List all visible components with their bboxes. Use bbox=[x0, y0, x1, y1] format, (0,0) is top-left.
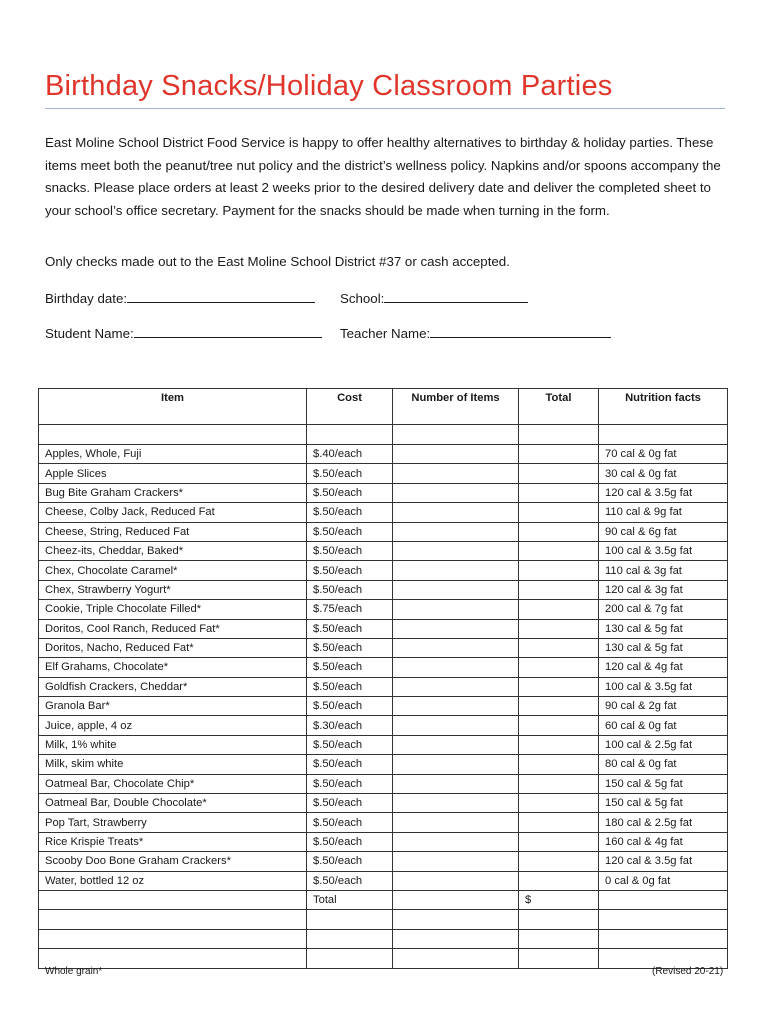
table-row bbox=[39, 697, 728, 716]
table-row bbox=[39, 677, 728, 696]
item-name: Juice, apple, 4 oz bbox=[39, 716, 307, 735]
item-nutrition: 60 cal & 0g fat bbox=[599, 716, 728, 735]
table-row bbox=[39, 580, 728, 599]
blank-row bbox=[39, 949, 728, 968]
teacher-name-label: Teacher Name: bbox=[340, 326, 431, 341]
table-row bbox=[39, 716, 728, 735]
item-name: Goldfish Crackers, Cheddar* bbox=[39, 677, 307, 696]
item-cost: $.50/each bbox=[307, 464, 393, 483]
table-row bbox=[39, 638, 728, 657]
birthday-date-label: Birthday date: bbox=[45, 291, 128, 306]
student-name-label: Student Name: bbox=[45, 326, 134, 341]
item-cost: $.50/each bbox=[307, 561, 393, 580]
item-total-cell[interactable] bbox=[519, 852, 599, 871]
item-nutrition: 130 cal & 5g fat bbox=[599, 638, 728, 657]
number-of-items-cell[interactable] bbox=[393, 600, 519, 619]
item-cost: $.75/each bbox=[307, 600, 393, 619]
item-name: Apples, Whole, Fuji bbox=[39, 445, 307, 464]
item-nutrition: 30 cal & 0g fat bbox=[599, 464, 728, 483]
number-of-items-cell[interactable] bbox=[393, 832, 519, 851]
school-field bbox=[340, 289, 528, 306]
item-cost: $.50/each bbox=[307, 871, 393, 890]
item-name: Pop Tart, Strawberry bbox=[39, 813, 307, 832]
item-name: Milk, 1% white bbox=[39, 735, 307, 754]
snack-order-table bbox=[38, 388, 728, 969]
table-row bbox=[39, 852, 728, 871]
item-nutrition: 130 cal & 5g fat bbox=[599, 619, 728, 638]
item-name: Cheese, Colby Jack, Reduced Fat bbox=[39, 503, 307, 522]
item-total-cell[interactable] bbox=[519, 445, 599, 464]
whole-grain-note: Whole grain* bbox=[45, 966, 103, 977]
number-of-items-cell[interactable] bbox=[393, 716, 519, 735]
item-nutrition: 150 cal & 5g fat bbox=[599, 774, 728, 793]
item-cost: $.30/each bbox=[307, 716, 393, 735]
item-nutrition: 70 cal & 0g fat bbox=[599, 445, 728, 464]
item-cost: $.50/each bbox=[307, 832, 393, 851]
item-name: Rice Krispie Treats* bbox=[39, 832, 307, 851]
blank-row bbox=[39, 910, 728, 929]
item-nutrition: 110 cal & 3g fat bbox=[599, 561, 728, 580]
table-row bbox=[39, 561, 728, 580]
item-cost: $.50/each bbox=[307, 677, 393, 696]
item-name: Oatmeal Bar, Chocolate Chip* bbox=[39, 774, 307, 793]
item-name: Oatmeal Bar, Double Chocolate* bbox=[39, 794, 307, 813]
number-of-items-cell[interactable] bbox=[393, 658, 519, 677]
item-cost: $.50/each bbox=[307, 483, 393, 502]
school-label: School: bbox=[340, 291, 385, 306]
item-nutrition: 110 cal & 9g fat bbox=[599, 503, 728, 522]
item-nutrition: 80 cal & 0g fat bbox=[599, 755, 728, 774]
item-total-cell[interactable] bbox=[519, 716, 599, 735]
total-value-cell[interactable]: $ bbox=[519, 890, 599, 909]
number-of-items-cell[interactable] bbox=[393, 697, 519, 716]
title-underline bbox=[45, 108, 725, 109]
item-nutrition: 120 cal & 3.5g fat bbox=[599, 852, 728, 871]
header-cost: Cost bbox=[307, 389, 393, 425]
item-cost: $.50/each bbox=[307, 541, 393, 560]
item-total-cell[interactable] bbox=[519, 677, 599, 696]
total-label: Total bbox=[307, 890, 393, 909]
item-name: Cheez-its, Cheddar, Baked* bbox=[39, 541, 307, 560]
item-cost: $.50/each bbox=[307, 522, 393, 541]
item-name: Milk, skim white bbox=[39, 755, 307, 774]
item-name: Doritos, Nacho, Reduced Fat* bbox=[39, 638, 307, 657]
item-cost: $.50/each bbox=[307, 774, 393, 793]
number-of-items-cell[interactable] bbox=[393, 852, 519, 871]
intro-paragraph: East Moline School District Food Service is happy to offer healthy alternatives to birthday & holiday parties. These items meet both the peanut/tree nut policy and the district’s wellness policy. Napkins and/or spoons accompany the snacks. Please place orders at least 2 weeks prior to the desired delivery date and deliver the completed sheet to your school’s office secretary. Payment for the snacks should be made when turning in the form. bbox=[45, 135, 721, 218]
item-cost: $.50/each bbox=[307, 658, 393, 677]
item-nutrition: 120 cal & 4g fat bbox=[599, 658, 728, 677]
table-row bbox=[39, 483, 728, 502]
table-row bbox=[39, 813, 728, 832]
item-cost: $.50/each bbox=[307, 503, 393, 522]
number-of-items-cell[interactable] bbox=[393, 580, 519, 599]
item-total-cell[interactable] bbox=[519, 794, 599, 813]
number-of-items-cell[interactable] bbox=[393, 483, 519, 502]
item-total-cell[interactable] bbox=[519, 600, 599, 619]
item-total-cell[interactable] bbox=[519, 774, 599, 793]
blank-row bbox=[39, 929, 728, 948]
item-total-cell[interactable] bbox=[519, 541, 599, 560]
total-row bbox=[39, 890, 728, 909]
birthday-date-field bbox=[45, 289, 315, 306]
item-total-cell[interactable] bbox=[519, 813, 599, 832]
number-of-items-cell[interactable] bbox=[393, 619, 519, 638]
item-cost: $.50/each bbox=[307, 580, 393, 599]
header-nutrition-facts: Nutrition facts bbox=[599, 389, 728, 425]
header-total: Total bbox=[519, 389, 599, 425]
item-total-cell[interactable] bbox=[519, 619, 599, 638]
item-name: Doritos, Cool Ranch, Reduced Fat* bbox=[39, 619, 307, 638]
number-of-items-cell[interactable] bbox=[393, 813, 519, 832]
item-total-cell[interactable] bbox=[519, 503, 599, 522]
item-total-cell[interactable] bbox=[519, 561, 599, 580]
student-name-field bbox=[45, 324, 322, 341]
item-cost: $.50/each bbox=[307, 697, 393, 716]
number-of-items-cell[interactable] bbox=[393, 541, 519, 560]
payment-note: Only checks made out to the East Moline School District #37 or cash accepted. bbox=[45, 254, 510, 269]
item-name: Bug Bite Graham Crackers* bbox=[39, 483, 307, 502]
table-row bbox=[39, 794, 728, 813]
item-total-cell[interactable] bbox=[519, 483, 599, 502]
item-total-cell[interactable] bbox=[519, 522, 599, 541]
item-cost: $.50/each bbox=[307, 794, 393, 813]
table-row bbox=[39, 600, 728, 619]
item-cost: $.50/each bbox=[307, 852, 393, 871]
item-total-cell[interactable] bbox=[519, 735, 599, 754]
item-name: Cheese, String, Reduced Fat bbox=[39, 522, 307, 541]
item-cost: $.50/each bbox=[307, 638, 393, 657]
teacher-name-blank[interactable] bbox=[430, 324, 611, 338]
table-row bbox=[39, 541, 728, 560]
header-number-of-items: Number of Items bbox=[393, 389, 519, 425]
item-name: Water, bottled 12 oz bbox=[39, 871, 307, 890]
item-nutrition: 100 cal & 3.5g fat bbox=[599, 677, 728, 696]
item-total-cell[interactable] bbox=[519, 832, 599, 851]
item-rows bbox=[39, 445, 728, 891]
student-name-blank[interactable] bbox=[134, 324, 322, 338]
item-nutrition: 150 cal & 5g fat bbox=[599, 794, 728, 813]
table-header-row bbox=[39, 389, 728, 425]
item-total-cell[interactable] bbox=[519, 697, 599, 716]
item-nutrition: 90 cal & 2g fat bbox=[599, 697, 728, 716]
item-name: Elf Grahams, Chocolate* bbox=[39, 658, 307, 677]
page-title: Birthday Snacks/Holiday Classroom Parties bbox=[45, 70, 613, 102]
item-cost: $.50/each bbox=[307, 813, 393, 832]
number-of-items-cell[interactable] bbox=[393, 464, 519, 483]
table-row bbox=[39, 464, 728, 483]
item-cost: $.50/each bbox=[307, 735, 393, 754]
item-name: Scooby Doo Bone Graham Crackers* bbox=[39, 852, 307, 871]
item-nutrition: 200 cal & 7g fat bbox=[599, 600, 728, 619]
table-row bbox=[39, 503, 728, 522]
item-name: Chex, Strawberry Yogurt* bbox=[39, 580, 307, 599]
table-row bbox=[39, 755, 728, 774]
number-of-items-cell[interactable] bbox=[393, 735, 519, 754]
item-total-cell[interactable] bbox=[519, 755, 599, 774]
table-row bbox=[39, 522, 728, 541]
item-nutrition: 180 cal & 2.5g fat bbox=[599, 813, 728, 832]
item-name: Cookie, Triple Chocolate Filled* bbox=[39, 600, 307, 619]
number-of-items-cell[interactable] bbox=[393, 503, 519, 522]
number-of-items-cell[interactable] bbox=[393, 677, 519, 696]
item-cost: $.40/each bbox=[307, 445, 393, 464]
number-of-items-cell[interactable] bbox=[393, 445, 519, 464]
item-nutrition: 120 cal & 3g fat bbox=[599, 580, 728, 599]
item-cost: $.50/each bbox=[307, 619, 393, 638]
item-total-cell[interactable] bbox=[519, 464, 599, 483]
table-row bbox=[39, 735, 728, 754]
school-blank[interactable] bbox=[384, 289, 528, 303]
item-name: Granola Bar* bbox=[39, 697, 307, 716]
number-of-items-cell[interactable] bbox=[393, 522, 519, 541]
item-nutrition: 100 cal & 3.5g fat bbox=[599, 541, 728, 560]
number-of-items-cell[interactable] bbox=[393, 871, 519, 890]
table-spacer-row bbox=[39, 425, 728, 445]
number-of-items-cell[interactable] bbox=[393, 794, 519, 813]
revision-note: (Revised 20-21) bbox=[652, 966, 724, 977]
table-row bbox=[39, 658, 728, 677]
table-row bbox=[39, 774, 728, 793]
item-nutrition: 90 cal & 6g fat bbox=[599, 522, 728, 541]
table-row bbox=[39, 619, 728, 638]
item-name: Apple Slices bbox=[39, 464, 307, 483]
birthday-date-blank[interactable] bbox=[127, 289, 315, 303]
item-total-cell[interactable] bbox=[519, 871, 599, 890]
item-total-cell[interactable] bbox=[519, 638, 599, 657]
item-total-cell[interactable] bbox=[519, 580, 599, 599]
item-total-cell[interactable] bbox=[519, 658, 599, 677]
number-of-items-cell[interactable] bbox=[393, 755, 519, 774]
item-name: Chex, Chocolate Caramel* bbox=[39, 561, 307, 580]
item-cost: $.50/each bbox=[307, 755, 393, 774]
number-of-items-cell[interactable] bbox=[393, 638, 519, 657]
table-row bbox=[39, 832, 728, 851]
table-row bbox=[39, 445, 728, 464]
number-of-items-cell[interactable] bbox=[393, 561, 519, 580]
item-nutrition: 100 cal & 2.5g fat bbox=[599, 735, 728, 754]
item-nutrition: 160 cal & 4g fat bbox=[599, 832, 728, 851]
header-item: Item bbox=[39, 389, 307, 425]
table-row bbox=[39, 871, 728, 890]
number-of-items-cell[interactable] bbox=[393, 774, 519, 793]
item-nutrition: 0 cal & 0g fat bbox=[599, 871, 728, 890]
item-nutrition: 120 cal & 3.5g fat bbox=[599, 483, 728, 502]
teacher-name-field bbox=[340, 324, 611, 341]
